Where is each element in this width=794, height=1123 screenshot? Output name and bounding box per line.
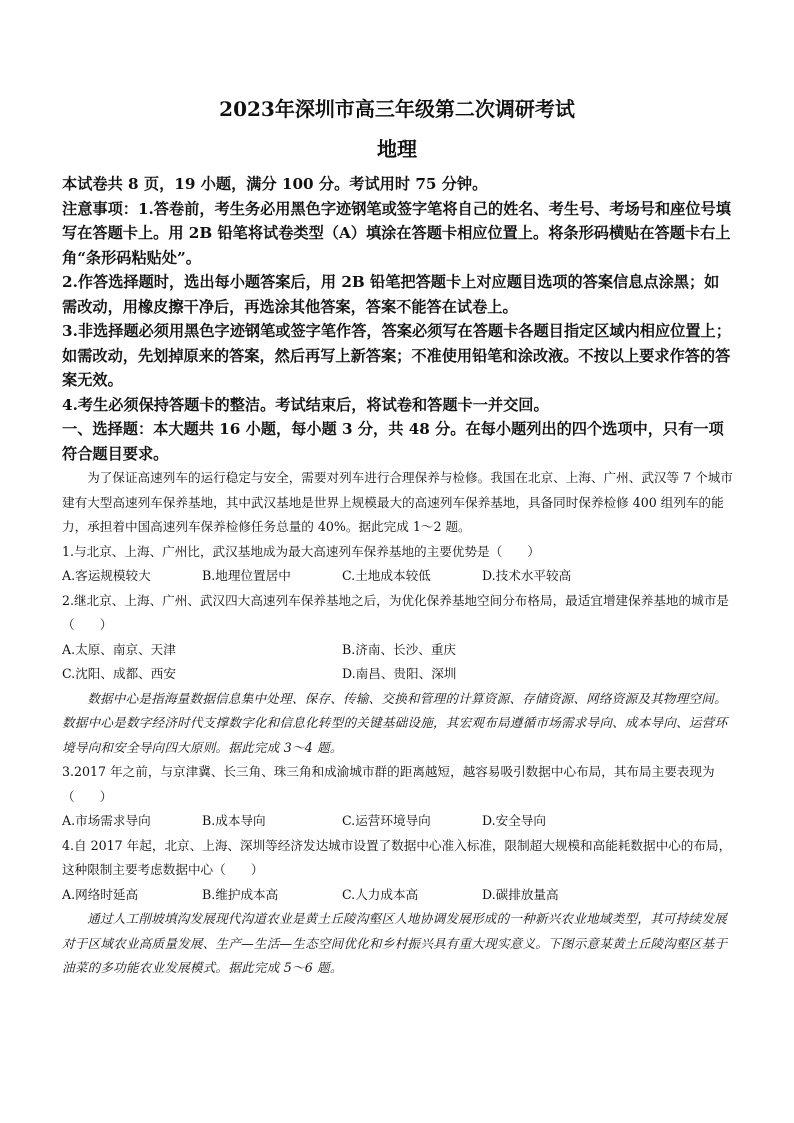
option-d[interactable]: D.技术水平较高 <box>482 568 572 583</box>
exam-summary: 本试卷共 8 页，19 小题，满分 100 分。考试用时 75 分钟。 <box>62 175 488 193</box>
instruction-3: 3.非选择题必须用黑色字迹钢笔或签字笔作答，答案必须写在答题卡各题目指定区域内相应位置上；如需改动，先划掉原来的答案，然后再写上新答案；不准使用铅笔和涂改液。不按以上要求作答的答案无效。 <box>62 322 731 389</box>
option-d[interactable]: D.南昌、贵阳、深圳 <box>342 666 457 681</box>
instruction-2: 2.作答选择题时，选出每小题答案后，用 2B 铅笔把答题卡上对应题目选项的答案信息点涂黑；如需改动，用橡皮擦干净后，再选涂其他答案，答案不能答在试卷上。 <box>62 273 720 316</box>
question-1-stem: 1.与北京、上海、广州比，武汉基地成为最大高速列车保养基地的主要优势是（ ） <box>62 543 540 559</box>
option-a[interactable]: A.客运规模较大 <box>62 568 151 583</box>
option-c[interactable]: C.沈阳、成都、西安 <box>62 666 176 681</box>
question-3-stem: 3.2017 年之前，与京津冀、长三角、珠三角和成渝城市群的距离越短，越容易吸引数据中心布局，其布局主要表现为（ ） <box>62 764 715 804</box>
option-b[interactable]: B.济南、长沙、重庆 <box>342 641 457 657</box>
question-2-options <box>62 638 734 687</box>
passage-1: 为了保证高速列车的运行稳定与安全，需要对列车进行合理保养与检修。我国在北京、上海、广州、武汉等 7 个城市建有大型高速列车保养基地，其中武汉基地是世界上规模最大的高速列车保养基地，具备同时保养检修 400 组列车的能力，承担着中国高速列车保养检修任务总量的 40%。据此完成 1～2 题。 <box>62 470 733 534</box>
option-a[interactable]: A.市场需求导向 <box>62 813 151 828</box>
option-a[interactable]: A.网络时延高 <box>62 886 139 902</box>
passage-3: 通过人工削坡填沟发展现代沟道农业是黄土丘陵沟壑区人地协调发展形成的一种新兴农业地域类型，其可持续发展对于区域农业高质量发展、生产—生活—生态空间优化和乡村振兴具有重大现实意义。下图示意某黄土丘陵沟壑区基于油菜的多功能农业发展模式。据此完成 5～6 题。 <box>62 911 728 975</box>
option-b[interactable]: B.成本导向 <box>202 813 266 828</box>
option-d[interactable]: D.安全导向 <box>482 813 547 828</box>
question-1-options <box>62 564 734 589</box>
exam-title: 2023年深圳市高三年级第二次调研考试 <box>219 97 575 121</box>
question-3-options <box>62 809 734 834</box>
option-c[interactable]: C.土地成本较低 <box>342 568 431 583</box>
option-b[interactable]: B.维护成本高 <box>202 886 279 902</box>
option-c[interactable]: C.人力成本高 <box>342 886 419 902</box>
exam-body <box>62 172 734 981</box>
instruction-4: 4.考生必须保持答题卡的整洁。考试结束后，将试卷和答题卡一并交回。 <box>62 395 549 414</box>
section-heading: 一、选择题：本大题共 16 小题，每小题 3 分，共 48 分。在每小题列出的四个选项中，只有一项符合题目要求。 <box>62 420 724 463</box>
option-a[interactable]: A.太原、南京、天津 <box>62 641 176 657</box>
option-d[interactable]: D.碳排放量高 <box>482 886 559 902</box>
instruction-1: 注意事项：1.答卷前，考生务必用黑色字迹钢笔或签字笔将自己的姓名、考生号、考场号和座位号填写在答题卡上。用 2B 铅笔将试卷类型（A）填涂在答题卡相应位置上。将条形码横贴在答题卡右上角“条形码粘贴处”。 <box>62 199 731 267</box>
question-2-stem: 2.继北京、上海、广州、武汉四大高速列车保养基地之后，为优化保养基地空间分布格局，最适宜增建保养基地的城市是（ ） <box>62 592 729 632</box>
subject-title: 地理 <box>377 137 417 161</box>
question-4-options <box>62 883 734 908</box>
option-c[interactable]: C.运营环境导向 <box>342 813 431 828</box>
question-4-stem: 4.自 2017 年起，北京、上海、深圳等经济发达城市设置了数据中心准入标准，限制超大规模和高能耗数据中心的布局，这种限制主要考虑数据中心（ ） <box>62 837 732 877</box>
option-b[interactable]: B.地理位置居中 <box>202 568 291 583</box>
passage-2: 数据中心是指海量数据信息集中处理、保存、传输、交换和管理的计算资源、存储资源、网络资源及其物理空间。数据中心是数字经济时代支撑数字化和信息化转型的关键基础设施，其宏观布局遵循市场需求导向、成本导向、运营环境导向和安全导向四大原则。据此完成 3～4 题。 <box>62 690 728 755</box>
